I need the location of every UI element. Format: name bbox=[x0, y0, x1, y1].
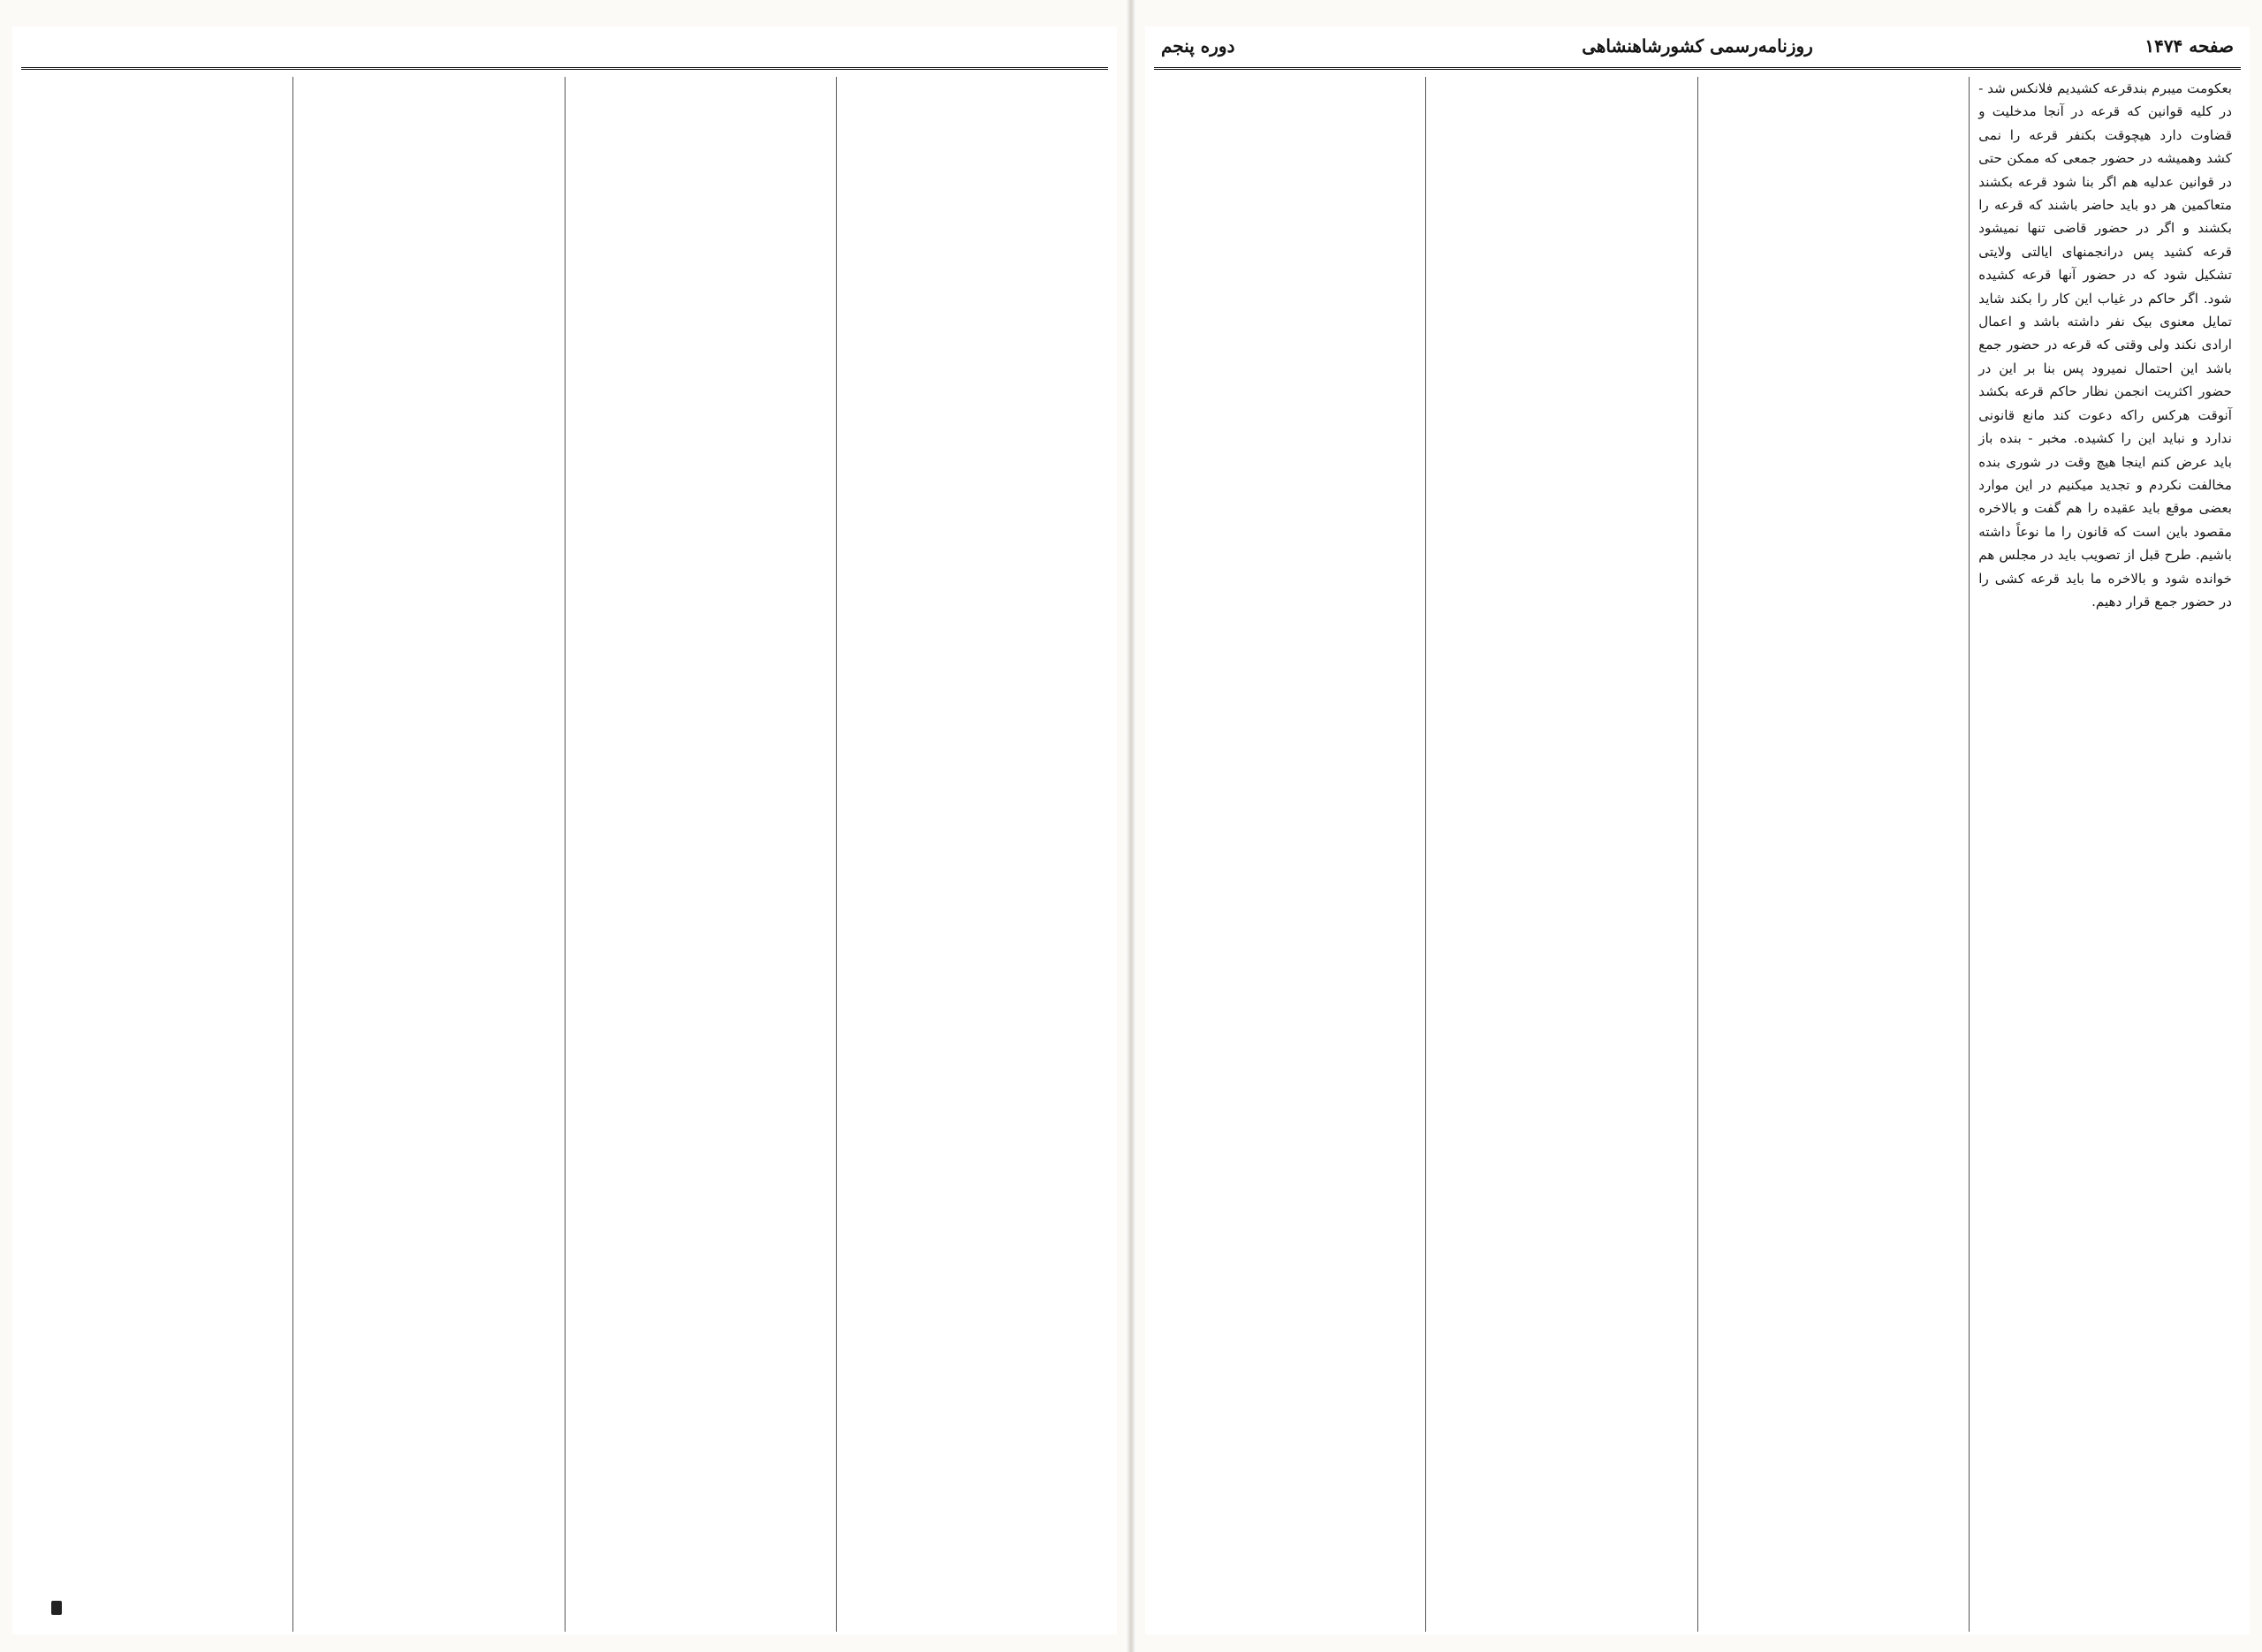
column-1-text: بعکومت میبرم بندقرعه کشیدیم فلانکس شد - در کلیه قوانین که قرعه در آنجا مدخلیت و قضاوت دارد هیچوقت بکنفر قرعه را نمی کشد وهمیشه در حضور جمعی که ممکن حتی در قوانین عدلیه هم اگر بنا شود قرعه بکشند متعاکمین هر دو باید حاضر باشند که قرعه را بکشند و اگر در حضور قاضی تنها نمیشود قرعه کشید پس درانجمنهای ایالتی ولایتی تشکیل شود که در حضور آنها قرعه کشیده شود. اگر حاکم در غیاب این کار را بکند شاید تمایل معنوی بیک نفر داشته باشد و اعمال ارادی نکند ولی وقتی که قرعه در حضور جمع باشد این احتمال نمیرود پس بنا بر این در حضور اکثریت انجمن نظار حاکم قرعه بکشد آنوقت هرکس راکه دعوت کند مانع قانونی ندارد و نباید این را کشیده. مخبر - بنده باز باید عرض کنم اینجا هیچ وقت در شوری بنده مخالفت نکردم و تجدید میکنیم در این موارد بعضی موقع باید عقیده را هم گفت و بالاخره مقصود باین است که قانون را ما نوعاً داشته باشیم. طرح قبل از تصویب باید در مجلس هم خوانده شود و بالاخره ما باید قرعه کشی را در حضور جمع قرار دهیم. bbox=[1978, 80, 2232, 610]
right-page-header bbox=[1154, 27, 2241, 70]
column-3 bbox=[1425, 77, 1697, 1632]
column-1 bbox=[1969, 77, 2241, 1632]
volume-label: دوره پنجم bbox=[1161, 35, 1235, 57]
center-gutter bbox=[1126, 0, 1136, 1652]
right-page-columns bbox=[1154, 77, 2241, 1632]
right-page bbox=[1145, 27, 2250, 1634]
left-page-header bbox=[21, 27, 1108, 70]
page-number: صفحه ۱۴۷۴ bbox=[2144, 35, 2234, 57]
column-5 bbox=[836, 77, 1108, 1632]
column-7 bbox=[292, 77, 565, 1632]
gazette-title: روزنامه‌رسمی کشورشاهنشاهی bbox=[1582, 35, 1813, 57]
column-8 bbox=[21, 77, 292, 1632]
left-page-columns bbox=[21, 77, 1108, 1632]
column-6 bbox=[565, 77, 837, 1632]
column-2 bbox=[1697, 77, 1970, 1632]
left-page bbox=[12, 27, 1117, 1634]
page-corner-mark bbox=[51, 1601, 62, 1615]
column-4 bbox=[1154, 77, 1425, 1632]
